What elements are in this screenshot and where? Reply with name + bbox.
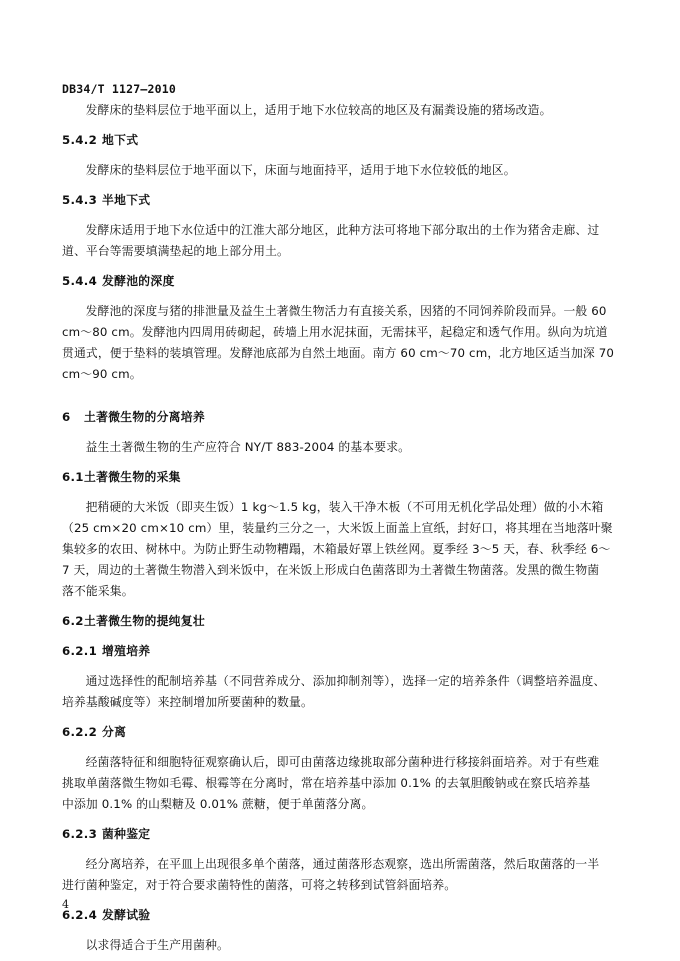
heading-title: 土著微生物的采集 bbox=[84, 470, 181, 484]
heading-number: 5.4.3 bbox=[62, 193, 98, 207]
heading-title: 地下式 bbox=[102, 133, 139, 147]
heading-title: 菌种鉴定 bbox=[102, 827, 151, 841]
text-line: 经菌落特征和细胞特征观察确认后，即可由菌落边缘挑取部分菌种进行移接斜面培养。对于有些难 bbox=[85, 755, 600, 769]
text-line: 发酵池的深度与猪的排泄量及益生土著微生物活力有直接关系，因猪的不同饲养阶段而异。一般 60 bbox=[85, 304, 607, 318]
text-line: （25 cm×20 cm×10 cm）里，装量约三分之一，大米饭上面盖上宣纸，封好口，将其埋在当地落叶聚 bbox=[62, 521, 613, 535]
paragraph-isolation bbox=[62, 752, 622, 815]
heading-title: 发酵试验 bbox=[102, 908, 151, 922]
text-line: cm～90 cm。 bbox=[62, 367, 142, 381]
heading-number: 6.2.3 bbox=[62, 827, 98, 841]
paragraph-fermentation-test: 以求得适合于生产用菌种。 bbox=[85, 938, 229, 952]
heading-number: 6.2.1 bbox=[62, 644, 98, 658]
paragraph-pit-depth bbox=[62, 301, 622, 385]
text-line: 贯通式，便于垫料的装填管理。发酵池底部为自然土地面。南方 60 cm～70 cm，北方地区适当加深 70 bbox=[62, 346, 615, 360]
text-line: cm～80 cm。发酵池内四周用砖砌起，砖墙上用水泥抹面，无需抹平，起稳定和透气作用。纵向为坑道 bbox=[62, 325, 608, 339]
heading-number: 6.2 bbox=[62, 614, 84, 628]
heading-6-2-2 bbox=[62, 722, 622, 743]
heading-number: 6.2.2 bbox=[62, 725, 98, 739]
text-line: 发酵床适用于地下水位适中的江淮大部分地区，此种方法可将地下部分取出的土作为猪舍走廊、过 bbox=[85, 223, 600, 237]
text-line: 中添加 0.1% 的山梨糖及 0.01% 蔗糖，便于单菌落分离。 bbox=[62, 797, 374, 811]
heading-number: 6.1 bbox=[62, 470, 84, 484]
text-line: 培养基酸碱度等）来控制增加所要菌种的数量。 bbox=[62, 695, 313, 709]
heading-6-2 bbox=[62, 611, 622, 632]
heading-number: 6 bbox=[62, 410, 71, 424]
text-line: 挑取单菌落微生物如毛霉、根霉等在分离时，常在培养基中添加 0.1% 的去氧胆酸钠或在察氏培养基 bbox=[62, 776, 591, 790]
heading-title: 半地下式 bbox=[102, 193, 151, 207]
heading-title: 增殖培养 bbox=[102, 644, 151, 658]
heading-6-1 bbox=[62, 467, 622, 488]
paragraph-standard-requirement: 益生土著微生物的生产应符合 NY/T 883-2004 的基本要求。 bbox=[85, 440, 411, 454]
heading-6 bbox=[62, 407, 622, 428]
heading-title: 土著微生物的提纯复壮 bbox=[84, 614, 205, 628]
text-line: 进行菌种鉴定，对于符合要求菌特性的菌落，可将之转移到试管斜面培养。 bbox=[62, 878, 457, 892]
text-line: 道、平台等需要填满垫起的地上部分用土。 bbox=[62, 244, 289, 258]
text-line: 把稍硬的大米饭（即夹生饭）1 kg～1.5 kg，装入干净木板（不可用无机化学品处理）做的小木箱 bbox=[85, 500, 604, 514]
paragraph-enrichment bbox=[62, 671, 622, 713]
text-line: 集较多的农田、树林中。为防止野生动物糟蹋，木箱最好罩上铁丝网。夏季经 3～5 天，春、秋季经 6～ bbox=[62, 542, 611, 556]
heading-number: 6.2.4 bbox=[62, 908, 98, 922]
paragraph-above-ground: 发酵床的垫料层位于地平面以上，适用于地下水位较高的地区及有漏粪设施的猪场改造。 bbox=[85, 103, 552, 117]
heading-5-4-2 bbox=[62, 130, 622, 151]
heading-6-2-4 bbox=[62, 905, 622, 926]
heading-number: 5.4.4 bbox=[62, 274, 98, 288]
document-body bbox=[62, 100, 622, 956]
heading-title: 土著微生物的分离培养 bbox=[84, 410, 205, 424]
document-code-header: DB34/T 1127—2010 bbox=[62, 82, 176, 96]
text-line: 落不能采集。 bbox=[62, 584, 134, 598]
heading-6-2-3 bbox=[62, 824, 622, 845]
heading-title: 发酵池的深度 bbox=[102, 274, 175, 288]
heading-title: 分离 bbox=[102, 725, 127, 739]
text-line: 7 天，周边的土著微生物潜入到米饭中，在米饭上形成白色菌落即为土著微生物菌落。发黑的微生物菌 bbox=[62, 563, 600, 577]
heading-number: 5.4.2 bbox=[62, 133, 98, 147]
paragraph-underground: 发酵床的垫料层位于地平面以下，床面与地面持平，适用于地下水位较低的地区。 bbox=[85, 163, 516, 177]
page-number: 4 bbox=[62, 898, 69, 911]
heading-6-2-1 bbox=[62, 641, 622, 662]
paragraph-collection bbox=[62, 497, 622, 602]
heading-5-4-3 bbox=[62, 190, 622, 211]
heading-5-4-4 bbox=[62, 271, 622, 292]
paragraph-identification bbox=[62, 854, 622, 896]
text-line: 经分离培养，在平皿上出现很多单个菌落，通过菌落形态观察，选出所需菌落，然后取菌落的一半 bbox=[85, 857, 600, 871]
text-line: 通过选择性的配制培养基（不同营养成分、添加抑制剂等），选择一定的培养条件（调整培养温度、 bbox=[85, 674, 606, 688]
paragraph-semi-underground bbox=[62, 220, 622, 262]
